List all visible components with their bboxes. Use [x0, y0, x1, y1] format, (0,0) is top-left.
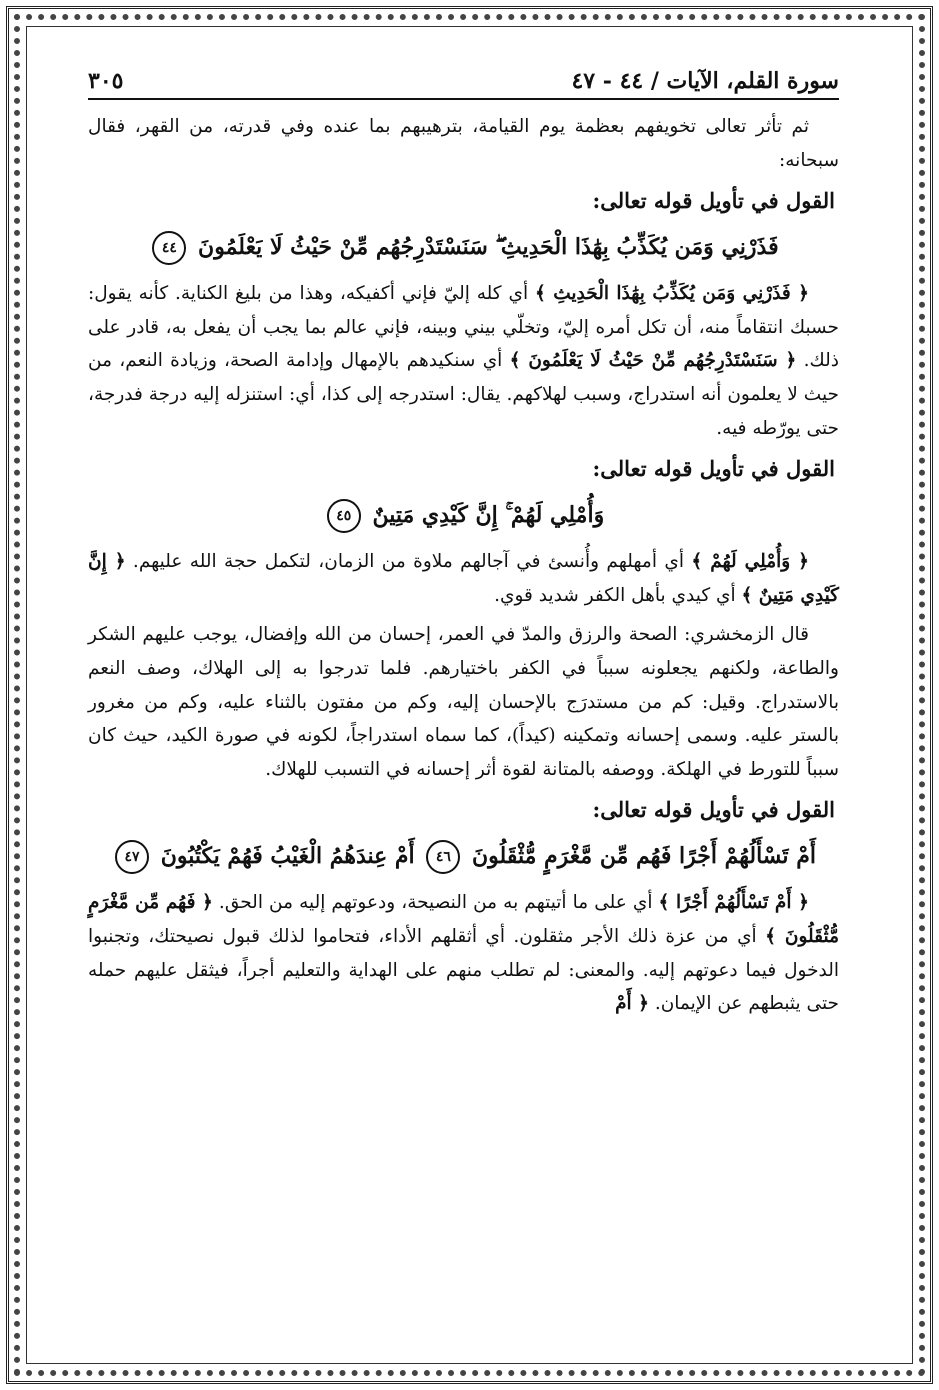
page-content	[88, 58, 839, 1350]
section-heading-3: القول في تأويل قوله تعالى:	[592, 797, 835, 823]
text-45-a: أي أمهلهم وأُنسئ في آجالهم ملاوة من الزمان، لتكمل حجة الله عليهم.	[125, 551, 692, 573]
quote-45-a: ﴿ وَأُمْلِي لَهُمْ ﴾	[691, 551, 809, 573]
zamakhshari-paragraph: قال الزمخشري: الصحة والرزق والمدّ في العمر، إحسان من الله وإفضال، يوجب عليهم الشكر والطاعة، ولكنهم يجعلونه سبباً في الكفر باختيارهم. فلما تدرجوا به إلى الهلاك، وصف النعم بالاستدراج. وقيل: كم من مستدرَج بالإحسان إليه، وكم من مفتون بالثناء عليه، وكم من مغرور بالستر عليه. وسمى إحسانه وتمكينه (كيداً)، كما سماه استدراجاً، لكونه في صورة الكيد، حيث كان سبباً للتورط في الهلكة. ووصفه بالمتانة لقوة أثر إحسانه في التسبب للهلاك.	[88, 624, 839, 780]
ayah-text-45: وَأُمْلِي لَهُمْ ۚ إِنَّ كَيْدِي مَتِينٌ	[372, 502, 605, 529]
intro-paragraph: ثم تأثر تعالى تخويفهم بعظمة يوم القيامة، بترهيبهم بما عنده وفي قدرته، من القهر، فقال سبحانه:	[88, 116, 839, 171]
ayah-block-44	[88, 223, 839, 271]
ayah-text-46: أَمْ تَسْأَلُهُمْ أَجْرًا فَهُم مِّن مَّغْرَمٍ مُّثْقَلُونَ	[472, 843, 816, 870]
quote-47-start: ﴿ أَمْ	[615, 993, 649, 1015]
commentary-45	[88, 545, 839, 612]
text-44-b: أي سنكيدهم بالإمهال وإدامة الصحة، وزيادة النعم، من حيث لا يعلمون أنه استدراج، وسبب لهلاكهم. يقال: استدرجه إلى كذا، أي: استنزله إليه درجة فدرجة، حتى يورّطه فيه.	[88, 350, 839, 439]
ayah-text-44: فَذَرْنِي وَمَن يُكَذِّبُ بِهَٰذَا الْحَدِيثِ ۖ سَنَسْتَدْرِجُهُم مِّنْ حَيْثُ لَا يَعْلَمُونَ	[198, 234, 779, 261]
ayah-number-45: ٤٥	[327, 499, 361, 533]
text-44-a: أي كله إليّ فإني أكفيكه، وهذا من بليغ الكناية. كأنه يقول: حسبك انتقاماً منه، أن تكل أمره إليّ، وتخلّي بيني وبينه، فإني عالم بما يجب أن يفعل به، قادر على ذلك.	[88, 283, 839, 372]
header-title: سورة القلم، الآيات / ٤٤ - ٤٧	[571, 68, 839, 94]
ayah-block-45	[88, 491, 839, 539]
page-number: ٣٠٥	[88, 68, 124, 94]
text-46-a: أي على ما أتيتهم به من النصيحة، ودعوتهم إليه من الحق.	[212, 892, 659, 914]
quote-46-b: ﴿ فَهُم مِّن مَّغْرَمٍ مُّثْقَلُونَ ﴾	[88, 892, 839, 947]
ayah-block-46-47	[88, 832, 839, 880]
ayah-number-46: ٤٦	[426, 840, 460, 874]
section-heading-1: القول في تأويل قوله تعالى:	[592, 188, 835, 214]
text-46-b: أي من عزة ذلك الأجر مثقلون. أي أثقلهم الأداء، فتحاموا لذلك قبول نصيحتك، وتجنبوا الدخول فيما دعوتهم إليه. والمعنى: لم تطلب منهم على الهداية والتعليم أجراً، فيثقل عليهم حمله حتى يثبطهم عن الإيمان.	[88, 925, 839, 1015]
ayah-number-44: ٤٤	[152, 231, 186, 265]
commentary-44	[88, 277, 839, 445]
ayah-text-47: أَمْ عِندَهُمُ الْغَيْبُ فَهُمْ يَكْتُبُونَ	[160, 843, 415, 870]
commentary-46-47	[88, 886, 839, 1020]
running-header	[88, 58, 839, 100]
quote-45-b: ﴿ إِنَّ كَيْدِي مَتِينٌ ﴾	[88, 551, 839, 606]
ayah-number-47: ٤٧	[115, 840, 149, 874]
text-45-b: أي كيدي بأهل الكفر شديد قوي.	[494, 584, 742, 606]
quote-46-a: ﴿ أَمْ تَسْأَلُهُمْ أَجْرًا ﴾	[658, 892, 809, 914]
quote-44-b: ﴿ سَنَسْتَدْرِجُهُم مِّنْ حَيْثُ لَا يَعْلَمُونَ ﴾	[509, 350, 797, 372]
quote-44-a: ﴿ فَذَرْنِي وَمَن يُكَذِّبُ بِهَٰذَا الْحَدِيثِ ﴾	[534, 283, 809, 305]
section-heading-2: القول في تأويل قوله تعالى:	[592, 456, 835, 482]
